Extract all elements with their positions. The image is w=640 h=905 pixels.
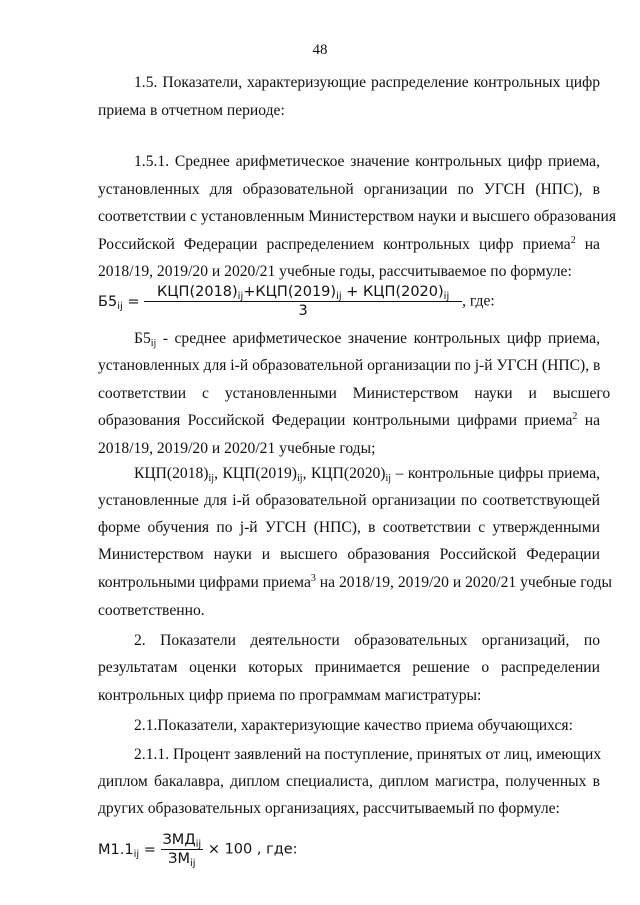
paragraph-2-1-1-line-1: 2.1.1. Процент заявлений на поступление, принятых от лиц, имеющих	[134, 746, 602, 763]
paragraph-1-5-1-line-2: установленных для образовательной организации по УГСН (НПС), в	[98, 181, 600, 198]
page-number: 48	[312, 42, 328, 58]
definition-kcp-line-6: соответственно.	[98, 602, 205, 619]
paragraph-1-5-1-line-3: соответствии с установленным Министерством науки и высшего образования	[98, 208, 617, 225]
footnote-mark: 2	[570, 235, 576, 246]
paragraph-2-1-1-line-3: других образовательных организациях, рассчитываемый по формуле:	[98, 800, 560, 817]
definition-kcp-line-2: установленные для i-й образовательной организации по соответствующей	[98, 492, 600, 509]
paragraph-2-line-1: 2. Показатели деятельности образовательных организаций, по	[134, 632, 600, 649]
formula-fraction	[161, 832, 204, 867]
paragraph-1-5-1-line-5: 2018/19, 2019/20 и 2020/21 учебные годы, рассчитываемое по формуле:	[98, 263, 572, 280]
formula-m1-1	[98, 832, 298, 867]
formula-lhs: $М1.1_{ij}$ =	[98, 841, 161, 860]
formula-b5	[98, 284, 495, 319]
definition-b5-line-3: соответствии с установленными Министерством науки и высшего	[98, 385, 611, 402]
formula-lhs: $Б5_{ij}$ =	[98, 293, 145, 312]
definition-kcp-line-1: $КЦП(2018)_{ij}$, $КЦП(2019)_{ij}$, $КЦП(2020)_{ij}$ – контрольные цифры приема,	[134, 465, 601, 484]
paragraph-2-line-2: результатам оценки которых принимается решение о распределении	[98, 659, 600, 676]
formula-denominator: $ЗМ_{ij}$	[168, 851, 196, 869]
paragraph-2-line-3: контрольных цифр приема по программам магистратуры:	[98, 687, 482, 704]
formula-fraction	[144, 284, 462, 319]
definition-b5-line-5: 2018/19, 2019/20 и 2020/21 учебные годы;	[98, 440, 376, 457]
formula-denominator: 3	[298, 303, 308, 319]
definition-kcp-line-3: форме обучения по j-й УГСН (НПС), в соответствии с утвержденными	[98, 519, 600, 536]
definition-kcp-line-4: Министерством науки и высшего образования Российской Федерации	[98, 546, 600, 563]
paragraph-1-5-1-line-1: 1.5.1. Среднее арифметическое значение контрольных цифр приема,	[134, 153, 600, 170]
formula-tail: × 100 , где:	[203, 841, 298, 858]
paragraph-2-1: 2.1.Показатели, характеризующие качество приема обучающихся:	[134, 717, 573, 734]
paragraph-1-5-1-line-4	[98, 235, 600, 255]
formula-numerator: $ЗМД_{ij}$	[162, 832, 202, 850]
text: на	[575, 236, 600, 253]
definition-b5-line-1: $Б5_{ij}$ - среднее арифметическое значение контрольных цифр приема,	[134, 330, 600, 349]
definition-kcp-line-5: контрольными цифрами приема$^3$ на 2018/19, 2019/20 и 2020/21 учебные годы	[98, 573, 613, 591]
paragraph-1-5-line-1: 1.5. Показатели, характеризующие распределение контрольных цифр	[134, 74, 600, 91]
definition-b5-line-2: установленных для i-й образовательной организации по j-й УГСН (НПС), в	[98, 357, 601, 374]
paragraph-1-5-line-2: приема в отчетном периоде:	[98, 102, 285, 119]
formula-where: , где:	[462, 292, 495, 310]
paragraph-2-1-1-line-2: диплом бакалавра, диплом специалиста, диплом магистра, полученных в	[98, 773, 600, 790]
definition-b5-line-4: образования Российской Федерации контрольными цифрами приема$^2$ на	[98, 411, 600, 429]
text: Российской Федерации распределением контрольных цифр приема	[98, 236, 571, 253]
formula-numerator: $КЦП(2018)_{ij}+КЦП(2019)_{ij} + КЦП(2020)_{ij}$	[144, 284, 462, 302]
